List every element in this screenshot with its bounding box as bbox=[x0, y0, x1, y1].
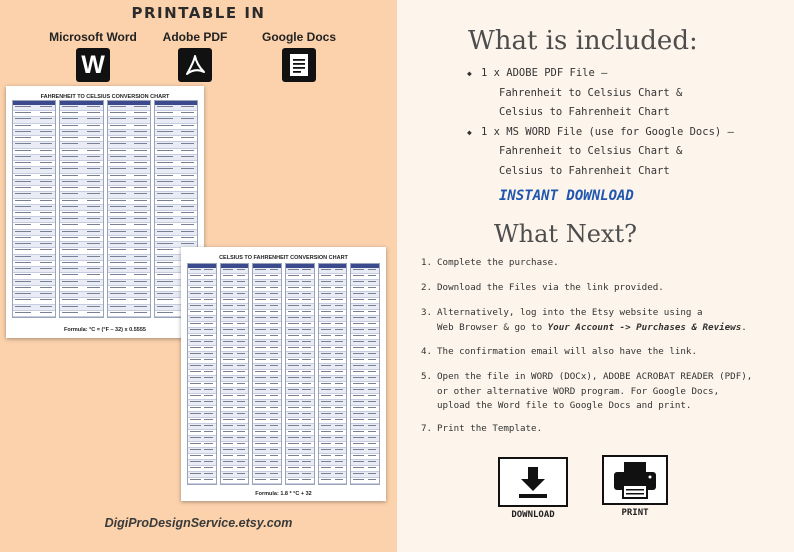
format-word-label: Microsoft Word bbox=[49, 30, 137, 44]
what-next-heading: What Next? bbox=[494, 220, 637, 248]
step-3-line2-pre: Web Browser & go to bbox=[437, 321, 548, 333]
print-label: PRINT bbox=[621, 508, 649, 518]
step-7-number: 7. bbox=[421, 423, 433, 434]
right-panel bbox=[397, 0, 794, 552]
sheet2-title: CELSIUS TO FAHRENHEIT CONVERSION CHART bbox=[219, 255, 348, 261]
print-button[interactable] bbox=[602, 455, 668, 518]
step-5-line1: Open the file in WORD (DOCx), ADOBE ACROBAT READER (PDF), bbox=[437, 371, 753, 382]
chart-column bbox=[107, 100, 151, 318]
chart-row bbox=[108, 311, 150, 317]
step-7-text: Print the Template. bbox=[437, 423, 543, 434]
fahrenheit-to-celsius-sheet bbox=[6, 86, 204, 338]
print-box[interactable] bbox=[602, 455, 668, 505]
download-icon bbox=[500, 459, 566, 505]
sheet1-formula: Formula: °C = (°F – 32) x 0.5555 bbox=[64, 327, 146, 333]
included-item-word-sub1: Fahrenheit to Celsius Chart & bbox=[499, 145, 683, 157]
included-list bbox=[467, 64, 734, 181]
step-7 bbox=[421, 422, 791, 437]
shop-url: DigiProDesignService.etsy.com bbox=[104, 516, 293, 530]
step-3-line2-post: . bbox=[741, 321, 747, 333]
word-icon: W bbox=[76, 48, 110, 82]
step-2-text: Download the Files via the link provided. bbox=[437, 282, 664, 293]
chart-row bbox=[351, 478, 379, 484]
step-4-number: 4. bbox=[421, 346, 433, 357]
step-5 bbox=[421, 370, 791, 414]
step-2-number: 2. bbox=[421, 282, 433, 293]
printer-icon bbox=[604, 457, 666, 503]
download-button[interactable] bbox=[498, 457, 568, 520]
format-pdf bbox=[140, 30, 250, 82]
sheet1-grid bbox=[12, 100, 198, 318]
chart-row bbox=[253, 478, 281, 484]
step-5-line2: or other alternative WORD program. For Google Docs, bbox=[437, 385, 720, 397]
included-heading: What is included: bbox=[468, 26, 698, 56]
included-item-pdf-sub2: Celsius to Fahrenheit Chart bbox=[499, 106, 670, 118]
step-1-number: 1. bbox=[421, 257, 433, 268]
chart-column bbox=[220, 263, 250, 485]
format-pdf-label: Adobe PDF bbox=[162, 30, 228, 44]
account-path: Your Account -> Purchases & Reviews bbox=[547, 321, 742, 333]
step-3 bbox=[421, 306, 791, 335]
chart-row bbox=[188, 478, 216, 484]
chart-row bbox=[286, 478, 314, 484]
step-3-number: 3. bbox=[421, 307, 433, 318]
chart-row bbox=[221, 478, 249, 484]
download-label: DOWNLOAD bbox=[511, 510, 555, 520]
chart-row bbox=[60, 311, 102, 317]
sheet2-grid bbox=[187, 263, 380, 485]
included-item-pdf-sub1: Fahrenheit to Celsius Chart & bbox=[499, 86, 683, 99]
step-4 bbox=[421, 345, 791, 360]
format-google-docs bbox=[244, 30, 354, 82]
bullet-icon: ◆ bbox=[467, 127, 472, 137]
format-docs-label: Google Docs bbox=[261, 30, 336, 44]
download-box[interactable] bbox=[498, 457, 568, 507]
step-4-text: The confirmation email will also have the link. bbox=[437, 346, 697, 357]
step-1-text: Complete the purchase. bbox=[437, 257, 559, 268]
bullet-icon: ◆ bbox=[467, 69, 472, 78]
chart-row bbox=[319, 478, 347, 484]
step-5-number: 5. bbox=[421, 371, 433, 382]
step-3-line1: Alternatively, log into the Etsy website using a bbox=[437, 307, 703, 318]
docs-icon bbox=[282, 48, 316, 82]
printable-in-heading: PRINTABLE IN bbox=[131, 4, 266, 22]
step-5-line3: upload the Word file to Google Docs and print. bbox=[437, 400, 692, 411]
chart-column bbox=[252, 263, 282, 485]
step-2 bbox=[421, 281, 791, 296]
included-item-word bbox=[467, 123, 734, 182]
format-word bbox=[38, 30, 148, 82]
included-item-word-line: 1 x MS WORD File (use for Google Docs) – bbox=[481, 125, 734, 138]
chart-column bbox=[318, 263, 348, 485]
chart-column bbox=[59, 100, 103, 318]
included-item-pdf bbox=[467, 64, 734, 123]
included-item-pdf-line: 1 x ADOBE PDF File – bbox=[481, 67, 608, 79]
pdf-icon bbox=[178, 48, 212, 82]
chart-column bbox=[12, 100, 56, 318]
chart-column bbox=[350, 263, 380, 485]
included-item-word-sub2: Celsius to Fahrenheit Chart bbox=[499, 164, 670, 177]
instant-download-label: INSTANT DOWNLOAD bbox=[499, 188, 634, 204]
chart-column bbox=[187, 263, 217, 485]
chart-row bbox=[13, 311, 55, 317]
sheet1-title: FAHRENHEIT TO CELSIUS CONVERSION CHART bbox=[40, 94, 170, 100]
celsius-to-fahrenheit-sheet bbox=[181, 247, 386, 501]
chart-column bbox=[285, 263, 315, 485]
step-1 bbox=[421, 256, 791, 271]
sheet2-formula: Formula: 1.8 * °C + 32 bbox=[255, 491, 312, 497]
step-3-line2 bbox=[421, 321, 791, 336]
